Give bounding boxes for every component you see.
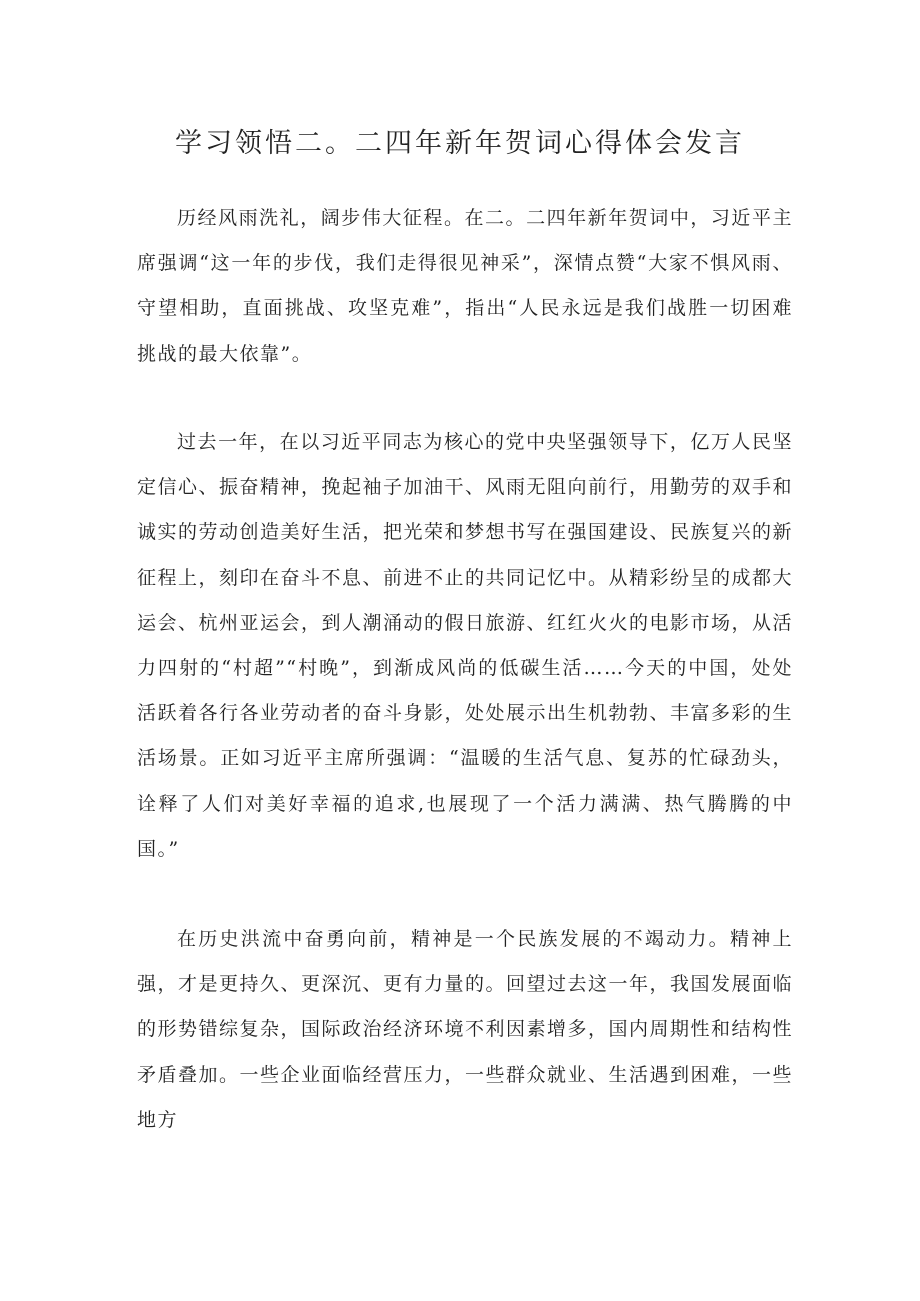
paragraph-3: 在历史洪流中奋勇向前，精神是一个民族发展的不竭动力。精神上强，才是更持久、更深沉、更有力量的。回望过去这一年，我国发展面临的形势错综复杂，国际政治经济环境不利因素增多，国内周期性和结构性矛盾叠加。一些企业面临经营压力，一些群众就业、生活遇到困难，一些地方 xyxy=(137,928,794,1131)
document-title: 学习领悟二。二四年新年贺词心得体会发言 xyxy=(175,128,745,159)
paragraph-2: 过去一年，在以习近平同志为核心的党中央坚强领导下，亿万人民坚定信心、振奋精神，挽起袖子加油干、风雨无阻向前行，用勤劳的双手和诚实的劳动创造美好生活，把光荣和梦想书写在强国建设、民族复兴的新征程上，刻印在奋斗不息、前进不止的共同记忆中。从精彩纷呈的成都大运会、杭州亚运会，到人潮涌动的假日旅游、红红火火的电影市场，从活力四射的“村超”“村晚”，到渐成风尚的低碳生活……今天的中国，处处活跃着各行各业劳动者的奋斗身影，处处展示出生机勃勃、丰富多彩的生活场景。正如习近平主席所强调：“温暖的生活气息、复苏的忙碌劲头，诠释了人们对美好幸福的追求,也展现了一个活力满满、热气腾腾的中国。” xyxy=(137,431,794,860)
paragraph-1: 历经风雨洗礼，阔步伟大征程。在二。二四年新年贺词中，习近平主席强调“这一年的步伐，我们走得很见神采”，深情点赞“大家不惧风雨、守望相助，直面挑战、攻坚克难”，指出“人民永远是我们战胜一切困难挑战的最大依靠”。 xyxy=(137,207,793,365)
